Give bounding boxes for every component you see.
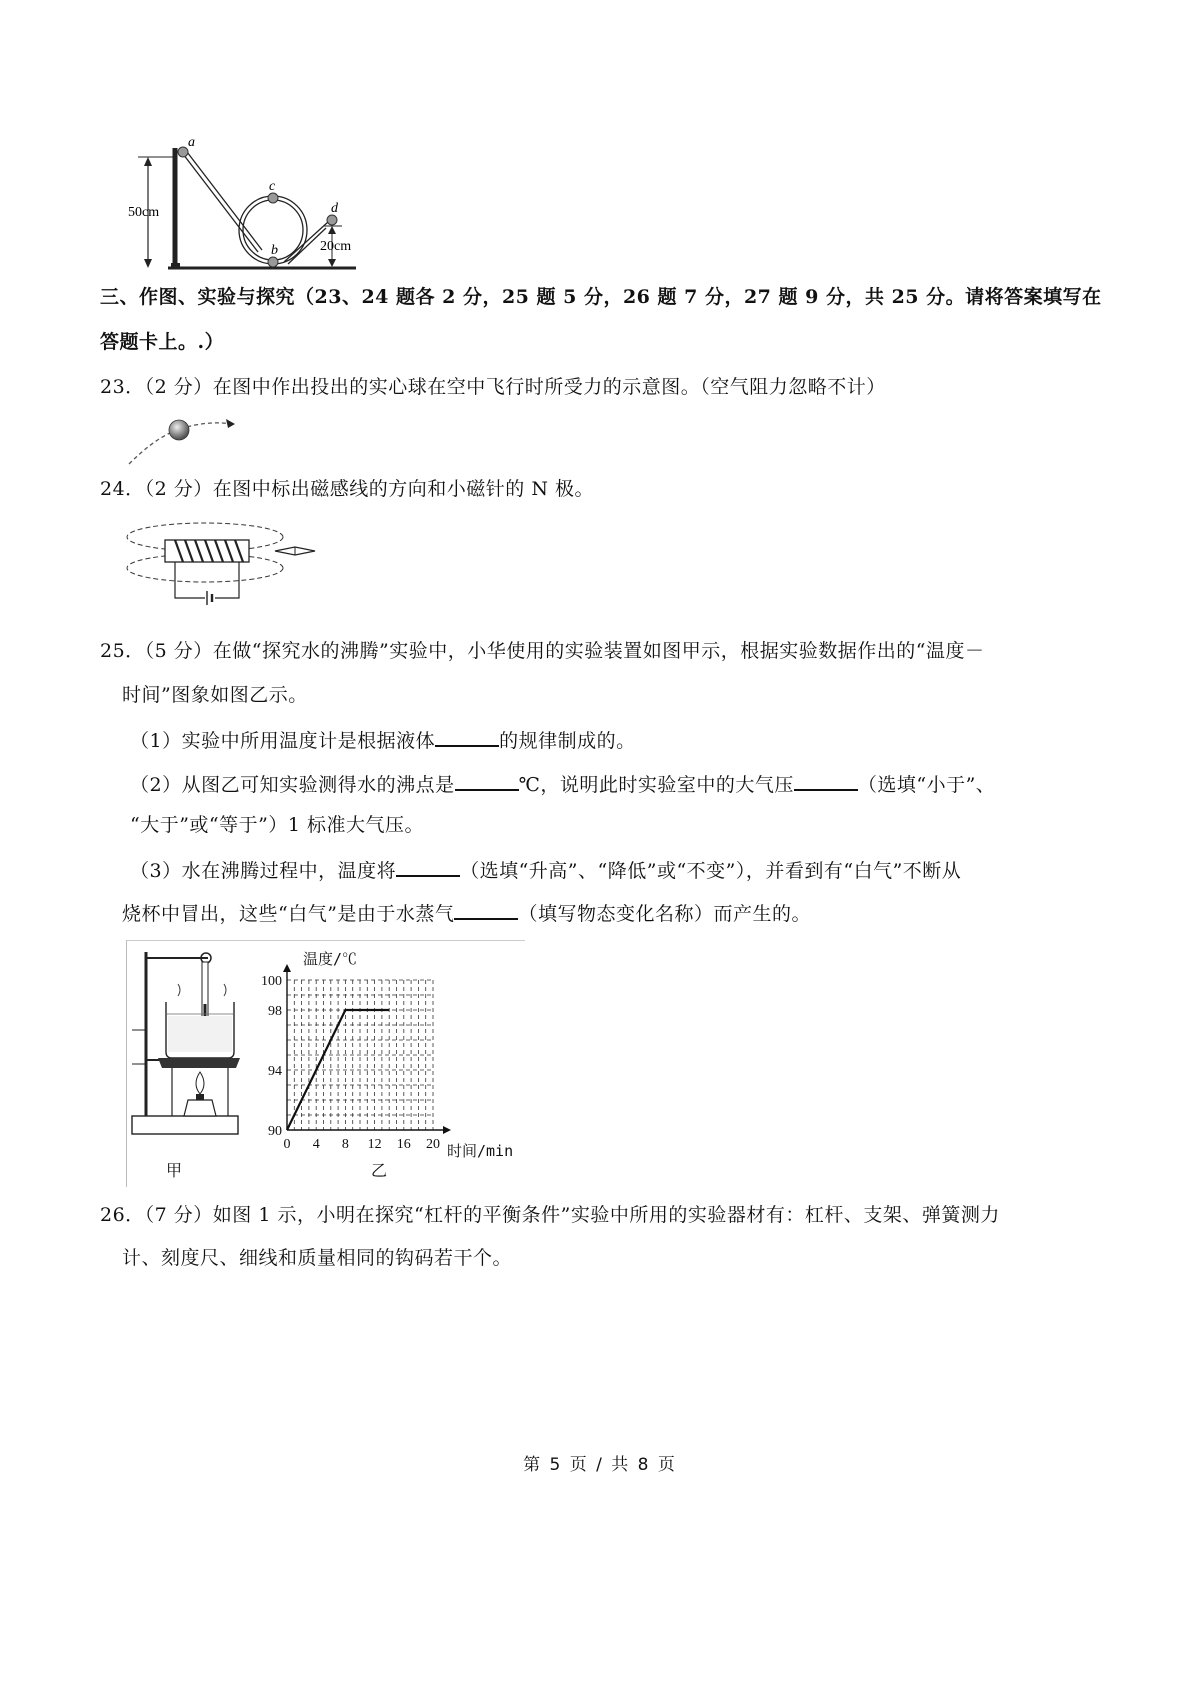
label-d: d	[331, 201, 338, 216]
ball-b	[268, 257, 278, 267]
chart-x-label: 时间/min	[447, 1142, 514, 1160]
ball-a	[178, 147, 188, 157]
question-25-line1: 25．（5 分）在做“探究水的沸腾”实验中，小华使用的实验装置如图甲示，根据实验数据作出的“温度－	[100, 640, 985, 662]
question-23: 23．（2 分）在图中作出投出的实心球在空中飞行时所受力的示意图。（空气阻力忽略不计）	[100, 376, 886, 398]
page-footer: 第 5 页 / 共 8 页	[523, 1455, 677, 1475]
boiling-apparatus-figure	[128, 944, 248, 1144]
answer-blank-5[interactable]	[454, 898, 518, 920]
answer-blank-2[interactable]	[455, 769, 519, 791]
chart-ticks	[261, 974, 440, 1152]
solenoid-figure	[125, 510, 325, 610]
height-label-left: 50cm	[128, 205, 160, 220]
shot-put-figure	[125, 408, 245, 468]
label-b: b	[271, 243, 278, 258]
figure-label-yi: 乙	[371, 1161, 388, 1180]
ball-d	[327, 215, 337, 225]
section3-heading-line1: 三、作图、实验与探究（23、24 题各 2 分，25 题 5 分，26 题 7 分，27 题 9 分，共 25 分。请将答案填写在	[100, 286, 1102, 308]
track-loop-figure	[128, 130, 368, 280]
chart-grid	[287, 980, 433, 1130]
chart-x-tick-label: 4	[312, 1137, 320, 1152]
answer-blank-1[interactable]	[435, 725, 499, 747]
label-c: c	[269, 179, 276, 194]
height-label-right: 20cm	[320, 239, 352, 254]
question-26-line2: 计、刻度尺、细线和质量相同的钩码若干个。	[122, 1247, 513, 1269]
chart-x-tick-label: 0	[283, 1137, 291, 1152]
question-25-sub2-line2: “大于”或“等于”）1 标准大气压。	[130, 814, 424, 836]
temperature-time-chart	[255, 944, 525, 1174]
answer-blank-4[interactable]	[396, 855, 460, 877]
question-25-sub3: （3）水在沸腾过程中，温度将 （选填“升高”、“降低”或“不变”），并看到有“白气”不断从	[130, 855, 961, 884]
label-a: a	[188, 135, 195, 150]
chart-x-tick-label: 12	[367, 1137, 382, 1152]
shot-put-ball	[169, 420, 189, 440]
question-25-sub1: （1）实验中所用温度计是根据液体 的规律制成的。	[130, 725, 636, 754]
chart-y-tick-label: 98	[268, 1004, 282, 1019]
ball-c	[268, 193, 278, 203]
question-25-sub3-line2: 烧杯中冒出，这些“白气”是由于水蒸气 （填写物态变化名称）而产生的。	[122, 898, 811, 927]
chart-y-arrow	[283, 964, 291, 972]
chart-y-tick-label: 90	[268, 1124, 282, 1139]
chart-y-label: 温度/℃	[303, 950, 358, 968]
chart-x-arrow	[443, 1126, 451, 1134]
figure-label-jia: 甲	[166, 1161, 183, 1180]
chart-x-tick-label: 20	[426, 1137, 440, 1152]
question-25-sub2: （2）从图乙可知实验测得水的沸点是 ℃，说明此时实验室中的大气压 （选填“小于”、	[130, 769, 995, 798]
question-24: 24．（2 分）在图中标出磁感线的方向和小磁针的 N 极。	[100, 478, 595, 500]
answer-blank-3[interactable]	[794, 769, 858, 791]
question-26-line1: 26．（7 分）如图 1 示，小明在探究“杠杆的平衡条件”实验中所用的实验器材有：杠杆、支架、弹簧测力	[100, 1204, 1000, 1226]
question-25-line2: 时间”图象如图乙示。	[122, 684, 308, 706]
chart-x-tick-label: 16	[396, 1137, 411, 1152]
section3-heading-line2: 答题卡上。.）	[100, 331, 225, 353]
chart-y-tick-label: 94	[268, 1064, 282, 1079]
chart-x-tick-label: 8	[341, 1137, 349, 1152]
chart-y-tick-label: 100	[261, 974, 282, 989]
